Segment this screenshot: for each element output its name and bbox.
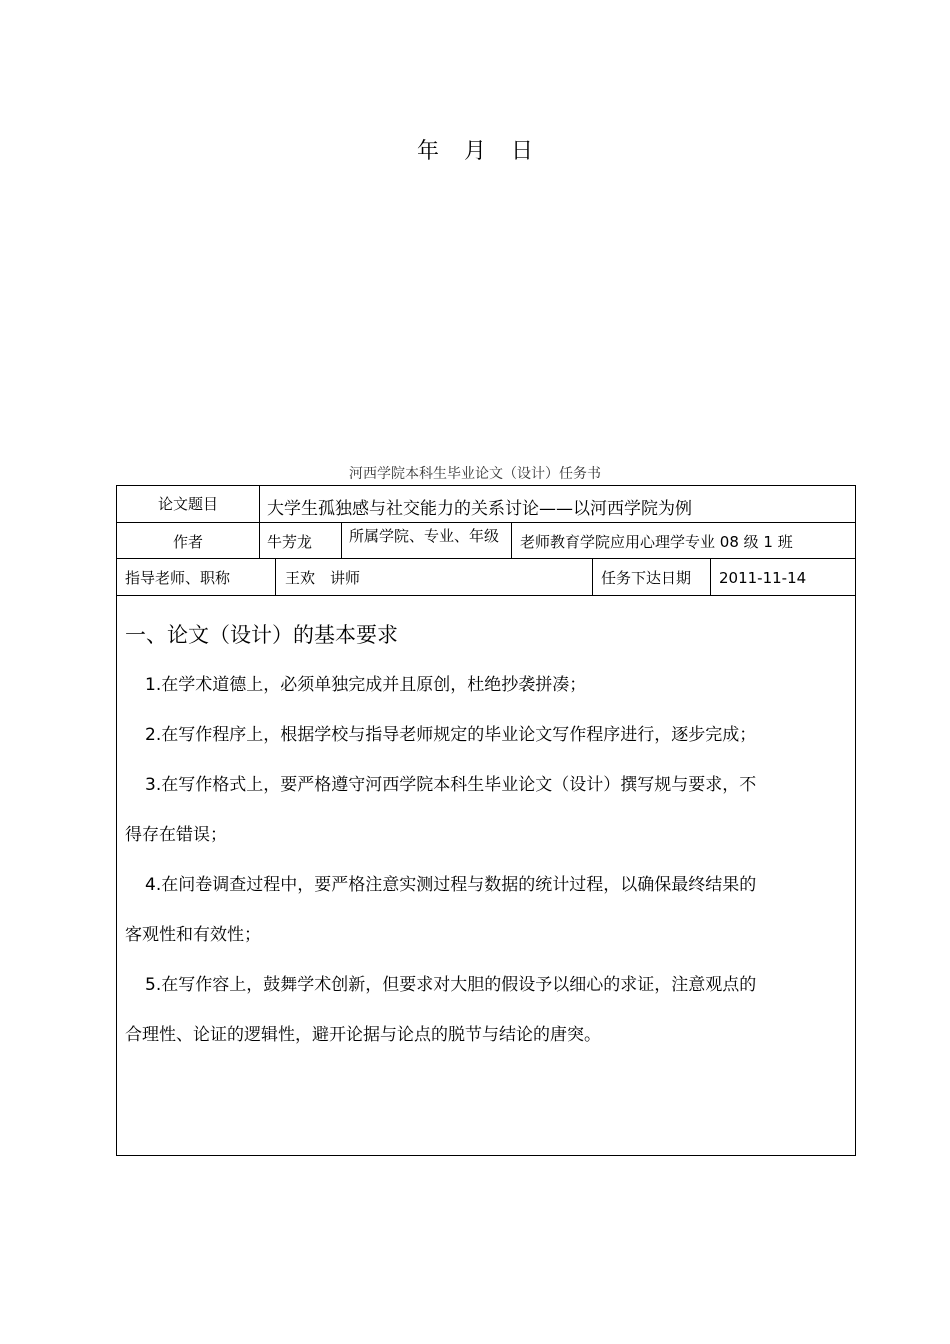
year-label: 年 [416, 139, 439, 164]
advisor-row [117, 559, 855, 596]
requirement-line: 5.在写作容上，鼓舞学术创新，但要求对大胆的假设予以细心的求证，注意观点的 [145, 975, 757, 995]
form-title: 河西学院本科生毕业论文（设计）任务书 [349, 466, 601, 482]
requirement-line: 4.在问卷调查过程中，要严格注意实测过程与数据的统计过程，以确保最终结果的 [145, 875, 757, 895]
requirements-heading: 一、论文（设计）的基本要求 [125, 623, 398, 647]
requirement-line: 得存在错误； [125, 825, 227, 845]
college-value: 老师教育学院应用心理学专业 08 级 1 班 [511, 523, 855, 558]
author-row [117, 523, 855, 559]
requirement-line: 3.在写作格式上，要严格遵守河西学院本科生毕业论文（设计）撰写规与要求，不 [145, 775, 757, 795]
date-label: 任务下达日期 [592, 559, 710, 595]
topic-value: 大学生孤独感与社交能力的关系讨论——以河西学院为例 [259, 486, 855, 522]
month-label: 月 [463, 139, 486, 164]
topic-row [117, 486, 855, 523]
requirement-line: 客观性和有效性； [125, 925, 261, 945]
day-label: 日 [511, 139, 534, 164]
requirements-list [125, 660, 847, 1060]
date-value: 2011-11-14 [710, 559, 855, 595]
college-label: 所属学院、专业、年级 [341, 523, 511, 558]
requirements-section [117, 596, 855, 1060]
advisor-label: 指导老师、职称 [125, 569, 231, 587]
task-form-table [116, 485, 856, 1156]
author-value: 牛芳龙 [259, 523, 341, 558]
date-line [0, 134, 950, 165]
requirement-line: 1.在学术道德上，必须单独完成并且原创，杜绝抄袭拼凑； [145, 675, 587, 695]
requirement-line: 合理性、论证的逻辑性，避开论据与论点的脱节与结论的唐突。 [125, 1025, 601, 1045]
author-label: 作者 [172, 533, 203, 551]
advisor-value: 王欢 讲师 [275, 559, 592, 595]
requirement-line: 2.在写作程序上，根据学校与指导老师规定的毕业论文写作程序进行，逐步完成； [145, 725, 757, 745]
topic-label: 论文题目 [157, 495, 218, 513]
